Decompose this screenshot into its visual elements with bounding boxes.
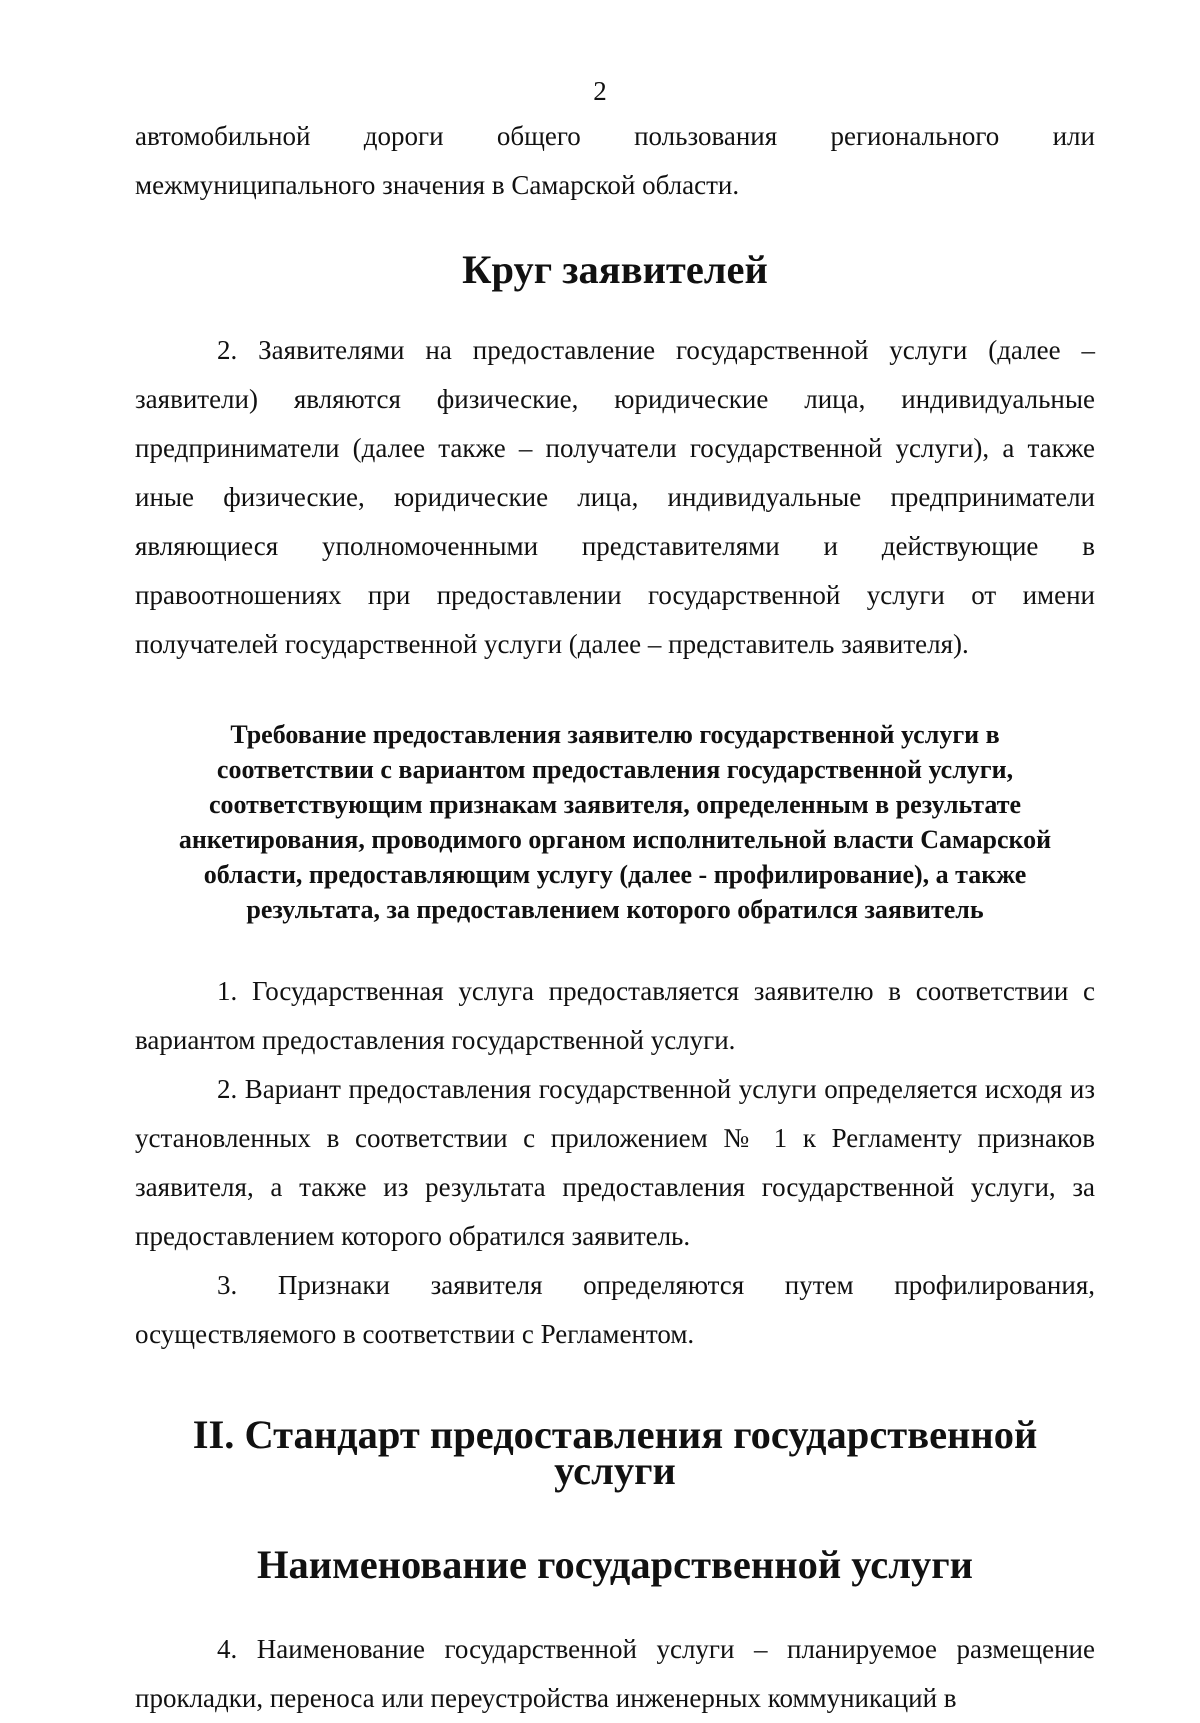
heading-standard: II. Стандарт предоставления государственной услуги bbox=[192, 1412, 1038, 1493]
heading-requirement-line: области, предоставляющим услугу (далее - профилирование), а также bbox=[203, 860, 1027, 889]
paragraph-requirement-3: 3. Признаки заявителя определяются путем профилирования, осуществляемого в соответствии с Регламентом. bbox=[135, 1270, 1095, 1349]
intro-paragraph: автомобильной дороги общего пользования регионального или межмуниципального значения в Самарской области. bbox=[135, 121, 1095, 200]
paragraph-service-name: 4. Наименование государственной услуги – планируемое размещение прокладки, переноса или переустройства инженерных коммуникаций в bbox=[135, 1634, 1095, 1713]
paragraph-requirement-1: 1. Государственная услуга предоставляется заявителю в соответствии с вариантом предоставления государственной услуги. bbox=[135, 976, 1095, 1055]
heading-requirement-line: анкетирования, проводимого органом исполнительной власти Самарской bbox=[178, 825, 1052, 854]
heading-applicants: Круг заявителей bbox=[462, 247, 768, 292]
paragraph-requirement-2: 2. Вариант предоставления государственной услуги определяется исходя из установленных в соответствии с приложением № 1 к Регламенту признаков заявителя, а также из результата предоставления государственной услуги, за предоставлением которого обратился заявитель. bbox=[135, 1074, 1095, 1251]
page-number: 2 bbox=[593, 76, 607, 106]
heading-requirement-line: соответствии с вариантом предоставления государственной услуги, bbox=[216, 755, 1014, 784]
heading-requirement bbox=[135, 717, 1095, 927]
heading-requirement-line: результата, за предоставлением которого обратился заявитель bbox=[246, 895, 984, 924]
page-content bbox=[135, 112, 1095, 1723]
paragraph-applicants: 2. Заявителями на предоставление государственной услуги (далее – заявители) являются физические, юридические лица, индивидуальные предприниматели (далее также – получатели государственной услуги), а также иные физические, юридические лица, индивидуальные предприниматели являющиеся уполномоченными представителями и действующие в правоотношениях при предоставлении государственной услуги от имени получателей государственной услуги (далее – представитель заявителя). bbox=[135, 335, 1095, 659]
heading-service-name: Наименование государственной услуги bbox=[257, 1542, 973, 1587]
heading-requirement-line: Требование предоставления заявителю государственной услуги в bbox=[230, 720, 1000, 749]
heading-requirement-line: соответствующим признакам заявителя, определенным в результате bbox=[208, 790, 1022, 819]
